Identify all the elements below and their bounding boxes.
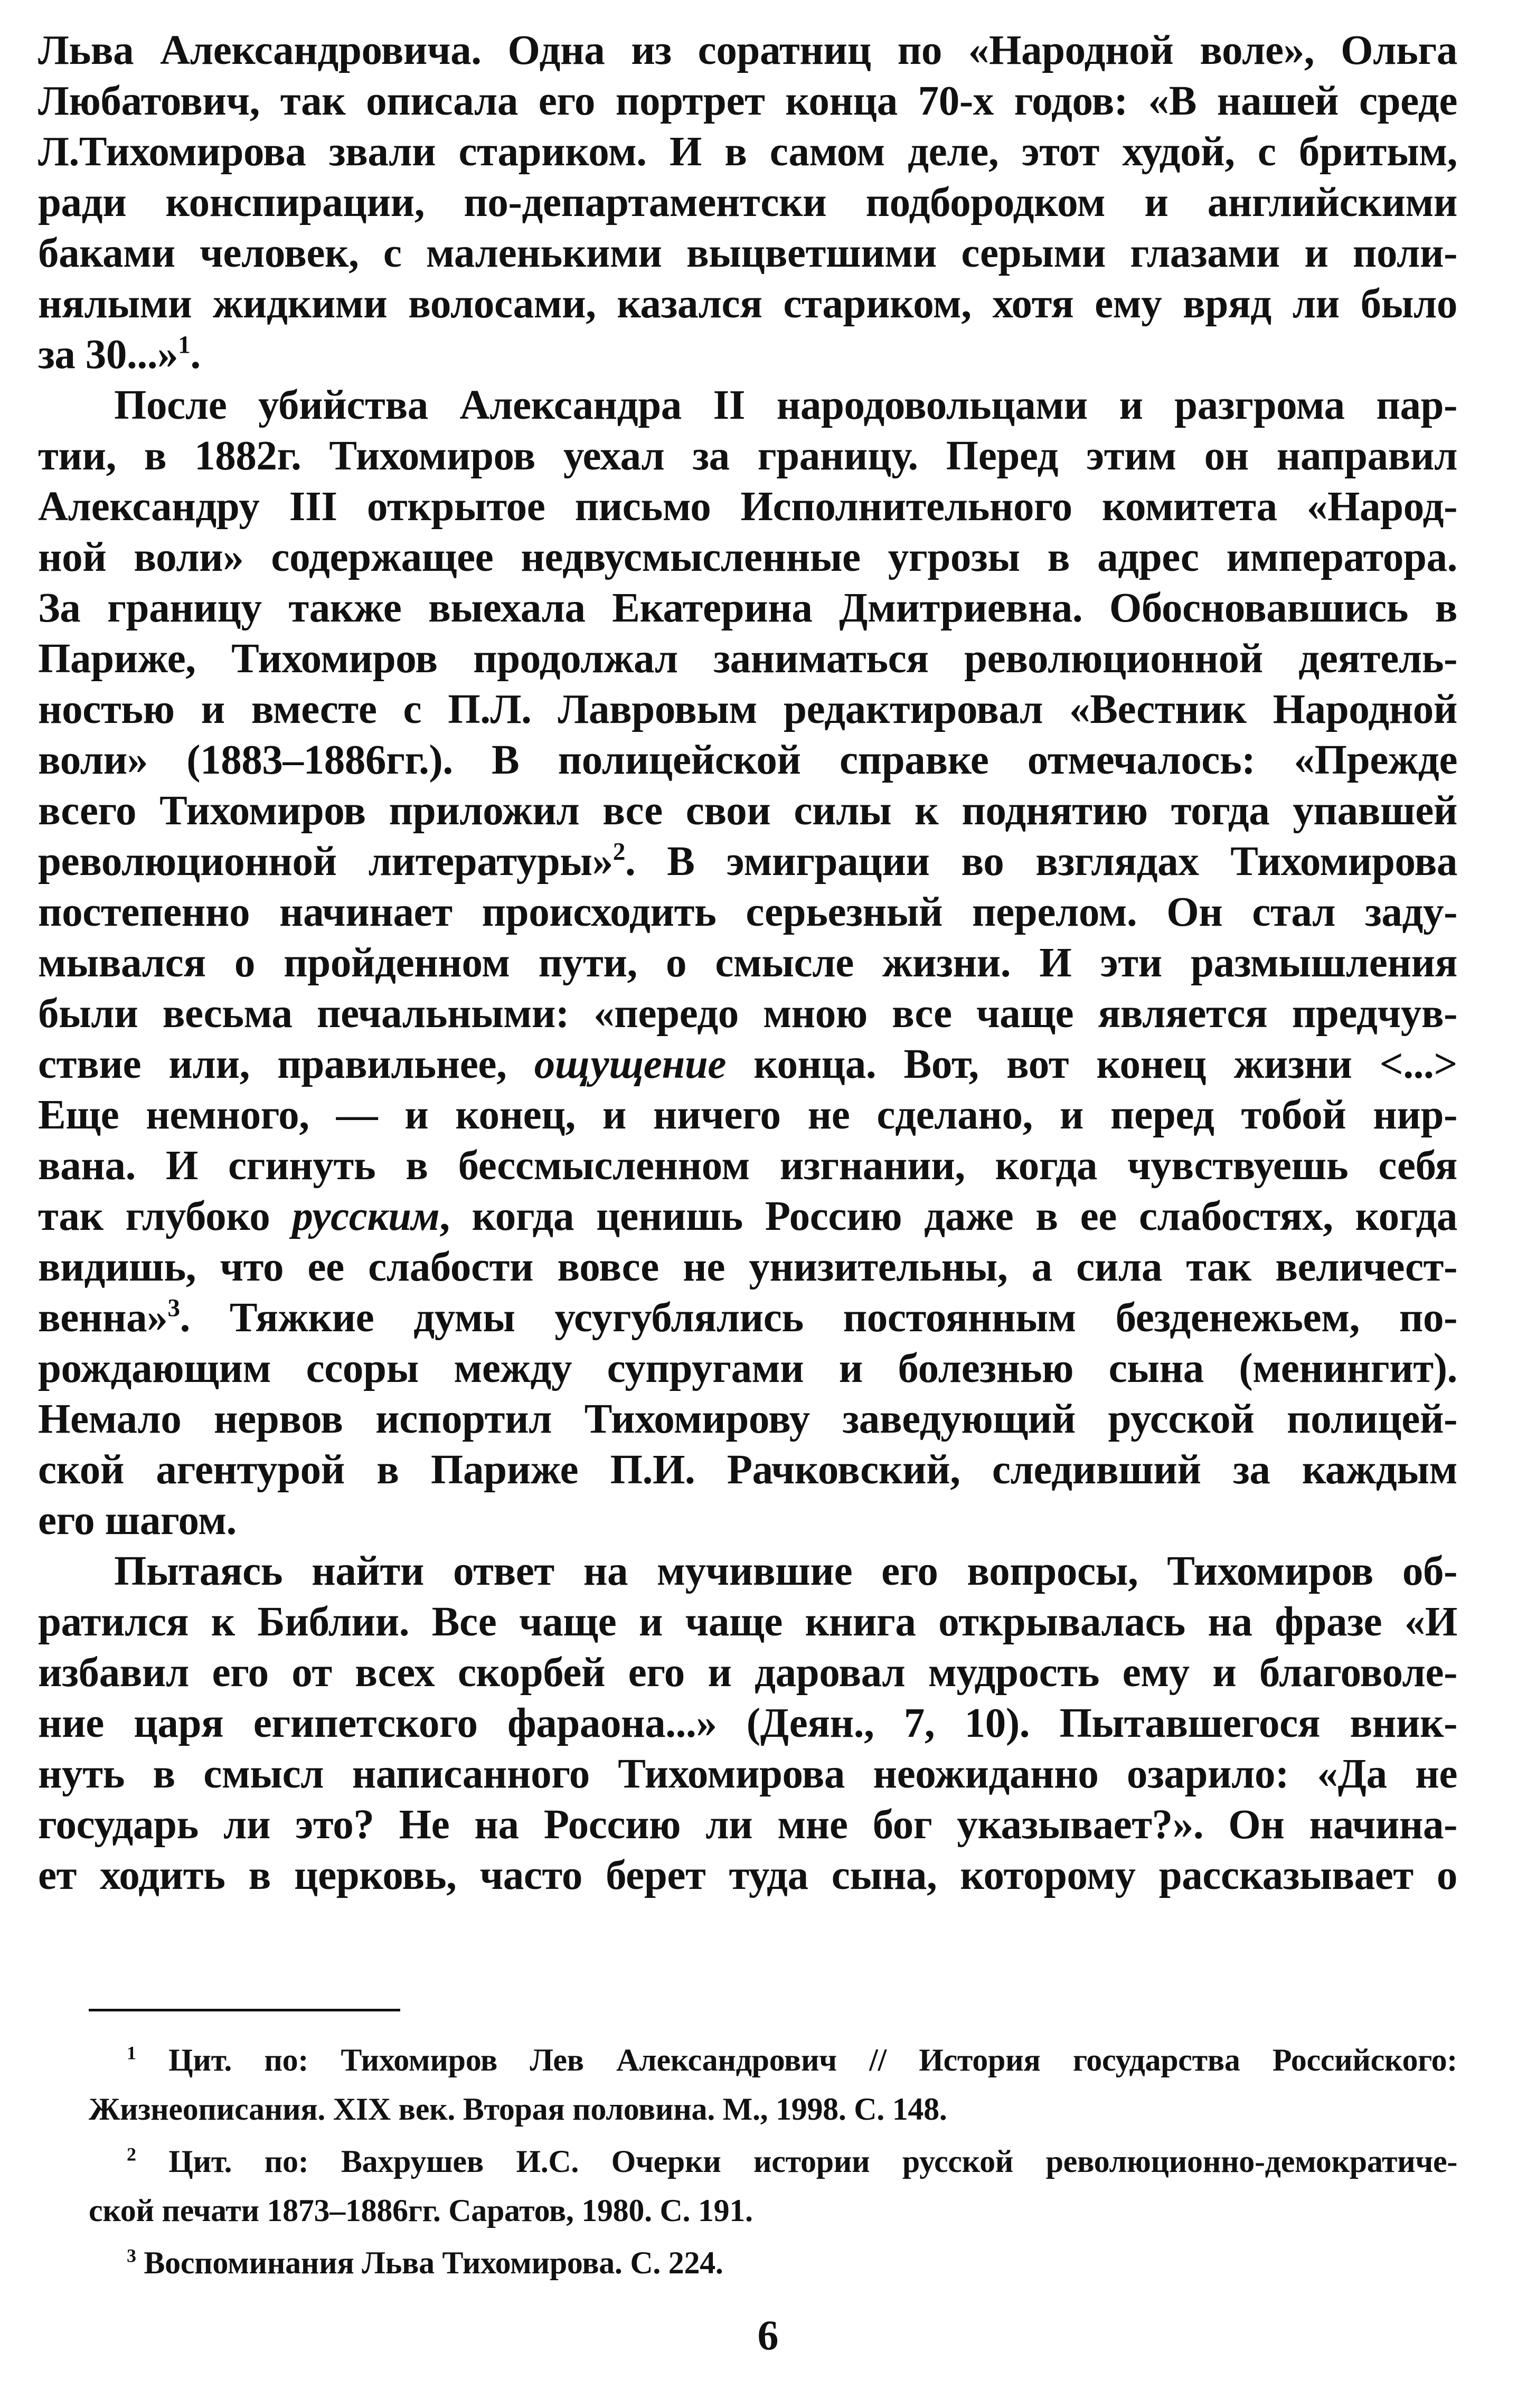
text-line: ратился к Библии. Все чаще и чаще книга открывалась на фразе «И — [38, 1599, 1457, 1645]
page-number: 6 — [757, 2312, 779, 2359]
text-line: постепенно начинает происходить серьезный перелом. Он стал заду- — [38, 889, 1457, 935]
text-segment: . В эмиграции во взглядах Тихомирова — [625, 839, 1457, 885]
text-line: Париже, Тихомиров продолжал заниматься революционной деятель- — [38, 636, 1457, 682]
text-segment: ствие или, правильнее, — [38, 1041, 534, 1087]
footnote-line — [89, 2238, 1457, 2288]
paragraph-3 — [38, 1546, 1457, 1901]
text-line: государь ли это? Не на Россию ли мне бог указывает?». Он начина- — [38, 1802, 1457, 1848]
text-line: видишь, что ее слабости вовсе не унизительны, а сила так величест- — [38, 1244, 1457, 1290]
footnote-ref-2: 2 — [612, 838, 625, 866]
text-segment: , когда ценишь Россию даже в ее слабостях, когда — [439, 1193, 1457, 1239]
text-line: рождающим ссоры между супругами и болезнью сына (менингит). — [38, 1346, 1457, 1391]
text-segment: Цит. по: Тихомиров Лев Александрович // История государства Российского: — [168, 2043, 1457, 2077]
footnote-line: ской печати 1873–1886гг. Саратов, 1980. С. 191. — [89, 2193, 753, 2228]
text-line: мывался о пройденном пути, о смысле жизни. И эти размышления — [38, 940, 1457, 986]
text-line: Л.Тихомирова звали стариком. И в самом деле, этот худой, с бритым, — [38, 129, 1457, 175]
text-line: ностью и вместе с П.Л. Лавровым редактировал «Вестник Народной — [38, 686, 1457, 732]
footnote-number: 1 — [127, 2042, 136, 2064]
text-line: всего Тихомиров приложил все свои силы к поднятию тогда упавшей — [38, 788, 1457, 834]
text-segment: за 30...» — [38, 332, 178, 378]
text-line: ради конспирации, по-департаментски подбородком и английскими — [38, 180, 1457, 225]
text-line: Александру III открытое письмо Исполнительного комитета «Народ- — [38, 484, 1457, 530]
footnote-ref-1: 1 — [178, 331, 191, 359]
text-segment: венна» — [38, 1295, 168, 1341]
text-line: избавил его от всех скорбей его и даровал мудрость ему и благоволе- — [38, 1650, 1457, 1696]
text-line: нуть в смысл написанного Тихомирова неожиданно озарило: «Да не — [38, 1751, 1457, 1797]
text-line: вана. И сгинуть в бессмысленном изгнании, когда чувствуешь себя — [38, 1143, 1457, 1189]
text-segment: Воспоминания Льва Тихомирова. С. 224. — [144, 2245, 723, 2280]
footnote-ref-3: 3 — [167, 1294, 180, 1322]
text-line: были весьма печальными: «передо мною все чаще является предчув- — [38, 991, 1457, 1037]
text-line — [38, 1191, 1457, 1242]
footnote-line — [89, 2036, 1457, 2085]
footnotes — [89, 2036, 1457, 2291]
footnote-line: Жизнеописания. XIX век. Вторая половина. М., 1998. С. 148. — [89, 2092, 947, 2127]
text-line — [38, 1293, 1457, 1343]
text-segment: революционной литературы» — [38, 839, 613, 885]
text-segment: конца. Вот, вот конец жизни <...> — [726, 1041, 1457, 1087]
text-line: ской агентурой в Париже П.И. Рачковский, следивший за каждым — [38, 1447, 1457, 1493]
text-line — [38, 836, 1457, 887]
text-line: за 30...»$^1$. — [38, 331, 201, 378]
text-line: ной воли» содержащее недвусмысленные угрозы в адрес императора. — [38, 534, 1457, 580]
text-segment: так глубоко — [38, 1193, 293, 1239]
text-line: воли» (1883–1886гг.). В полицейской справке отмечалось: «Прежде — [38, 737, 1457, 783]
text-line: Немало нервов испортил Тихомирову заведующий русской полицей- — [38, 1396, 1457, 1442]
text-line: После убийства Александра II народовольцами и разгрома пар- — [114, 382, 1457, 428]
text-line: Любатович, так описала его портрет конца 70-х годов: «В нашей среде — [38, 78, 1457, 124]
emphasis: русским — [292, 1193, 440, 1239]
text-line: За границу также выехала Екатерина Дмитриевна. Обосновавшись в — [38, 585, 1457, 631]
footnote-2 — [89, 2137, 1457, 2235]
text-line — [38, 1039, 1457, 1090]
footnote-1 — [89, 2036, 1457, 2134]
text-line: Пытаясь найти ответ на мучившие его вопросы, Тихомиров об- — [114, 1548, 1457, 1594]
text-line: ет ходить в церковь, часто берет туда сына, которому рассказывает о — [38, 1852, 1457, 1898]
text-line: Еще немного, — и конец, и ничего не сделано, и перед тобой нир- — [38, 1092, 1457, 1138]
text-segment: Цит. по: Вахрушев И.С. Очерки истории русской революционно-демократиче- — [168, 2144, 1457, 2179]
text-line: ние царя египетского фараона...» (Деян., 7, 10). Пытавшегося вник- — [38, 1700, 1457, 1746]
emphasis: ощущение — [534, 1041, 727, 1087]
text-line: его шагом. — [38, 1498, 237, 1544]
footnote-number: 3 — [127, 2245, 136, 2266]
footnote-3 — [89, 2238, 1457, 2288]
paragraph-2 — [38, 380, 1457, 1546]
text-line: Льва Александровича. Одна из соратниц по «Народной воле», Ольга — [38, 27, 1457, 73]
text-line: нялыми жидкими волосами, казался стариком, хотя ему вряд ли было — [38, 281, 1457, 327]
text-line: баками человек, с маленькими выцветшими серыми глазами и поли- — [38, 230, 1457, 276]
main-text — [38, 25, 1457, 1901]
text-segment: . Тяжкие думы усугублялись постоянным безденежьем, по- — [180, 1295, 1457, 1341]
paragraph-1 — [38, 25, 1457, 380]
footnote-divider — [89, 2009, 400, 2011]
footnote-line — [89, 2137, 1457, 2186]
text-line: тии, в 1882г. Тихомиров уехал за границу. Перед этим он направил — [38, 433, 1457, 479]
footnote-number: 2 — [127, 2143, 136, 2165]
